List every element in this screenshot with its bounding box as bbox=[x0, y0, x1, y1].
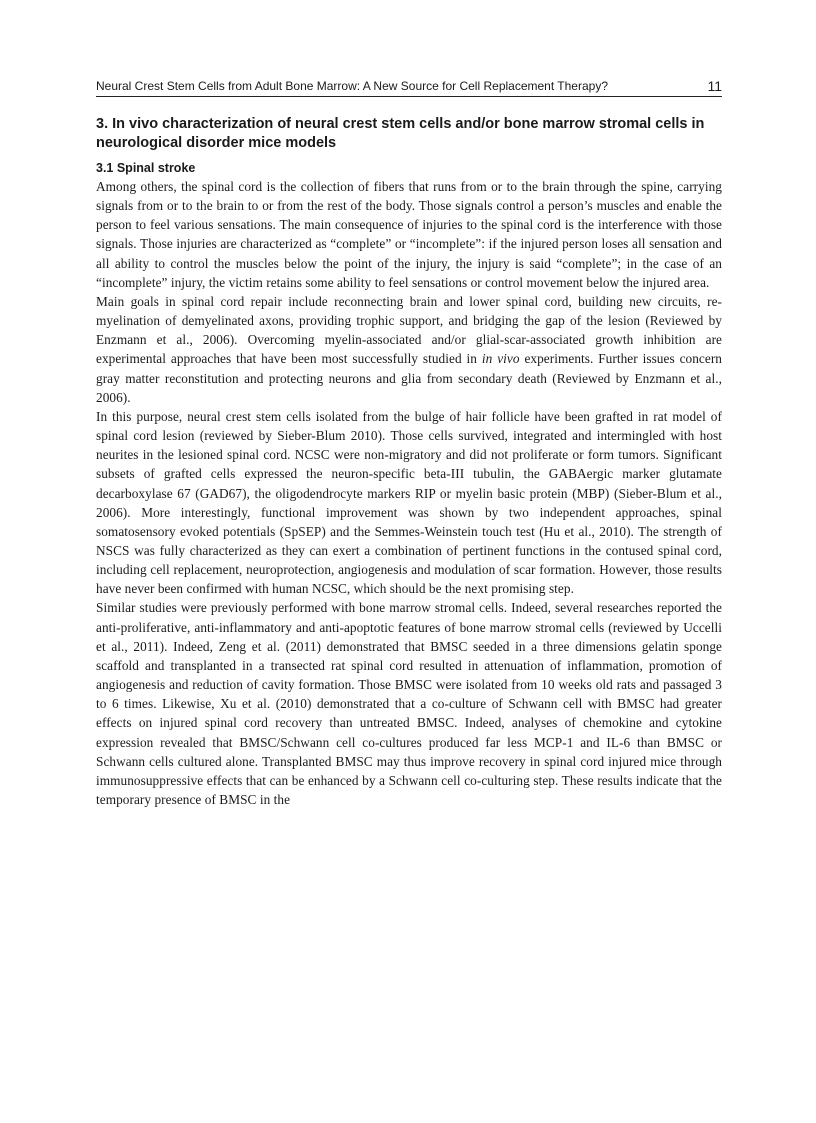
running-header bbox=[96, 78, 722, 97]
paragraph-2 bbox=[96, 292, 722, 407]
paragraph-3: In this purpose, neural crest stem cells isolated from the bulge of hair follicle have been grafted in rat model of spinal cord lesion (reviewed by Sieber-Blum 2010). Those cells survived, integrated and intermingled with host neurites in the lesioned spinal cord. NCSC were non-migratory and did not proliferate or form tumors. Significant subsets of grafted cells expressed the neuron-specific beta-III tubulin, the GABAergic marker glutamate decarboxylase 67 (GAD67), the oligodendrocyte markers RIP or myelin basic protein (MBP) (Sieber-Blum et al., 2006). More interestingly, functional improvement was shown by two independent approaches, spinal somatosensory evoked potentials (SpSEP) and the Semmes-Weinstein touch test (Hu et al., 2010). The strength of NSCS was fully characterized as they can exert a combination of pertinent functions in the contused spinal cord, including cell replacement, neuroprotection, angiogenesis and modulation of scar formation. However, those results have never been confirmed with human NCSC, which should be the next promising step. bbox=[96, 408, 722, 597]
running-title: Neural Crest Stem Cells from Adult Bone Marrow: A New Source for Cell Replacement Therapy? bbox=[96, 79, 608, 93]
paragraph-2-text-start: Main goals in spinal cord repair include reconnecting brain and lower spinal cord, building new circuits, re-myelination of demyelinated axons, providing trophic support, and bridging the gap of the lesion (Reviewed by Enzmann et al., 2006). Overcoming myelin-associated and/or glial-scar-associated growth inhibition are experimental approaches that have been most successfully studied in bbox=[96, 293, 722, 367]
page-number: 11 bbox=[707, 78, 722, 94]
paragraph-4: Similar studies were previously performed with bone marrow stromal cells. Indeed, several researches reported the anti-proliferative, anti-inflammatory and anti-apoptotic features of bone marrow stromal cells (reviewed by Uccelli et al., 2011). Indeed, Zeng et al. (2011) demonstrated that BMSC seeded in a three dimensions gelatin sponge scaffold and transplanted in a transected rat spinal cord resulted in attenuation of inflammation, promotion of angiogenesis and reduction of cavity formation. Those BMSC were isolated from 10 weeks old rats and passaged 3 to 6 times. Likewise, Xu et al. (2010) demonstrated that a co-culture of Schwann cell with BMSC had greater effects on injured spinal cord recovery than untreated BMSC. Indeed, analyses of chemokine and cytokine expression revealed that BMSC/Schwann cell co-cultures produced far less MCP-1 and IL-6 than BMSC or Schwann cells cultured alone. Transplanted BMSC may thus improve recovery in spinal cord injured mice through immunosuppressive effects that can be enhanced by a Schwann cell co-culturing step. These results indicate that the temporary presence of BMSC in the bbox=[96, 600, 722, 807]
section-heading: 3. In vivo characterization of neural crest stem cells and/or bone marrow stromal cells in neurological disorder mice models bbox=[96, 116, 705, 151]
page bbox=[96, 78, 722, 809]
paragraph-1: Among others, the spinal cord is the collection of fibers that runs from or to the brain through the spine, carrying signals from or to the brain to or from the rest of the body. Those signals control a person’s muscles and enable the person to feel various sensations. The main consequence of injuries to the spinal cord is the interference with those signals. Those injuries are characterized as “complete” or “incomplete”: if the injured person loses all sensation and all ability to control the muscles below the point of the injury, the injury is said “complete”; in the case of an “incomplete” injury, the victim retains some ability to feel sensations or control movement below the injured area. bbox=[96, 179, 722, 290]
paragraph-2-italic: in vivo bbox=[481, 351, 520, 367]
subsection-heading: 3.1 Spinal stroke bbox=[96, 161, 196, 175]
paragraph-2-text-end: experiments. Further issues concern gray matter reconstitution and protecting neurons and glia from secondary death (Reviewed by Enzmann et al., 2006). bbox=[96, 351, 722, 405]
